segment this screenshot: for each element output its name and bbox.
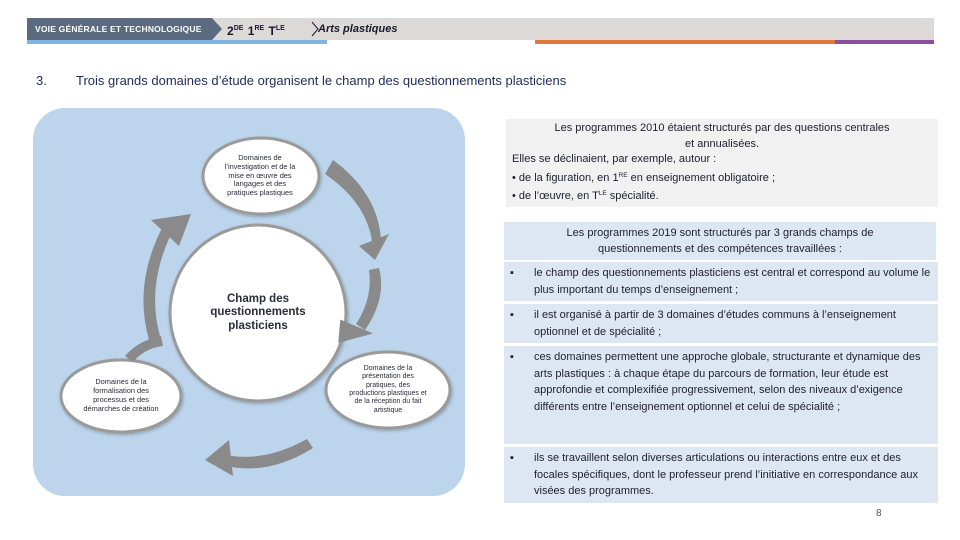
accent-band-purple (835, 40, 934, 44)
structure-list (504, 262, 938, 506)
node-investigation: Domaines de l’investigation et de la mise en œuvre des langages et des pratiques plastiques (224, 153, 296, 198)
level-indicator: 2DE 1RE $T^{LE}$ (227, 24, 285, 38)
accent-band-blue (27, 40, 327, 44)
node-formalisation: Domaines de la formalisation des processus et des démarches de création (83, 377, 159, 413)
programmes-2019-box: Les programmes 2019 sont structurés par 3 grands champs de questionnements et des compétences travaillées : (504, 222, 936, 260)
node-presentation: Domaines de la présentation des pratiques, des productions plastiques et de la réception du fait artistique (349, 364, 427, 414)
header-bar (27, 18, 934, 40)
list-item: ▪ il est organisé à partir de 3 domaines d’études communs à l’enseignement optionnel et de spécialité ; (504, 304, 938, 343)
bullet-icon: ▪ (510, 452, 514, 464)
subject-label: Arts plastiques (318, 23, 398, 35)
list-item: ▪ ces domaines permettent une approche globale, structurante et dynamique des arts plastiques : à chaque étape du parcours de formation, leur étude est approfondie et complexifiée progressivement, selon des niveaux d’exigence différents entre l’enseignement optionnel et celui de spécialité ; (504, 346, 938, 444)
accent-band-orange (535, 40, 835, 44)
node-questionnements: Champ des questionnements plasticiens (210, 292, 306, 332)
header-chevron (212, 18, 222, 40)
programmes-2010-box: Les programmes 2010 étaient structurés par des questions centrales et annualisées. Elles se déclinaient, par exemple, autour : • de la figuration, en 1RE en enseignement obligatoire ; • de l’œuvre, en $T^{LE}$ spécialité. (506, 119, 938, 207)
section-number: 3. (36, 73, 47, 88)
list-item: ▪ le champ des questionnements plasticiens est central et correspond au volume le plus important du temps d’enseignement ; (504, 262, 938, 301)
bullet-icon: ▪ (510, 351, 514, 363)
item-oeuvre: • de l’œuvre, en $T^{LE}$ spécialité. (512, 190, 659, 202)
page-number: 8 (876, 508, 882, 519)
bullet-icon: ▪ (510, 309, 514, 321)
item-figuration: • de la figuration, en 1RE en enseignement obligatoire ; (512, 171, 776, 184)
track-label: VOIE GÉNÉRALE ET TECHNOLOGIQUE (27, 18, 212, 40)
list-item: ▪ ils se travaillent selon diverses articulations ou interactions entre eux et des focales spécifiques, dont le professeur prend l’initiative en correspondance aux visées des programmes. (504, 447, 938, 503)
cycle-diagram (33, 108, 465, 496)
page-title: Trois grands domaines d’étude organisent le champ des questionnements plasticiens (76, 73, 567, 88)
bullet-icon: ▪ (510, 267, 514, 279)
